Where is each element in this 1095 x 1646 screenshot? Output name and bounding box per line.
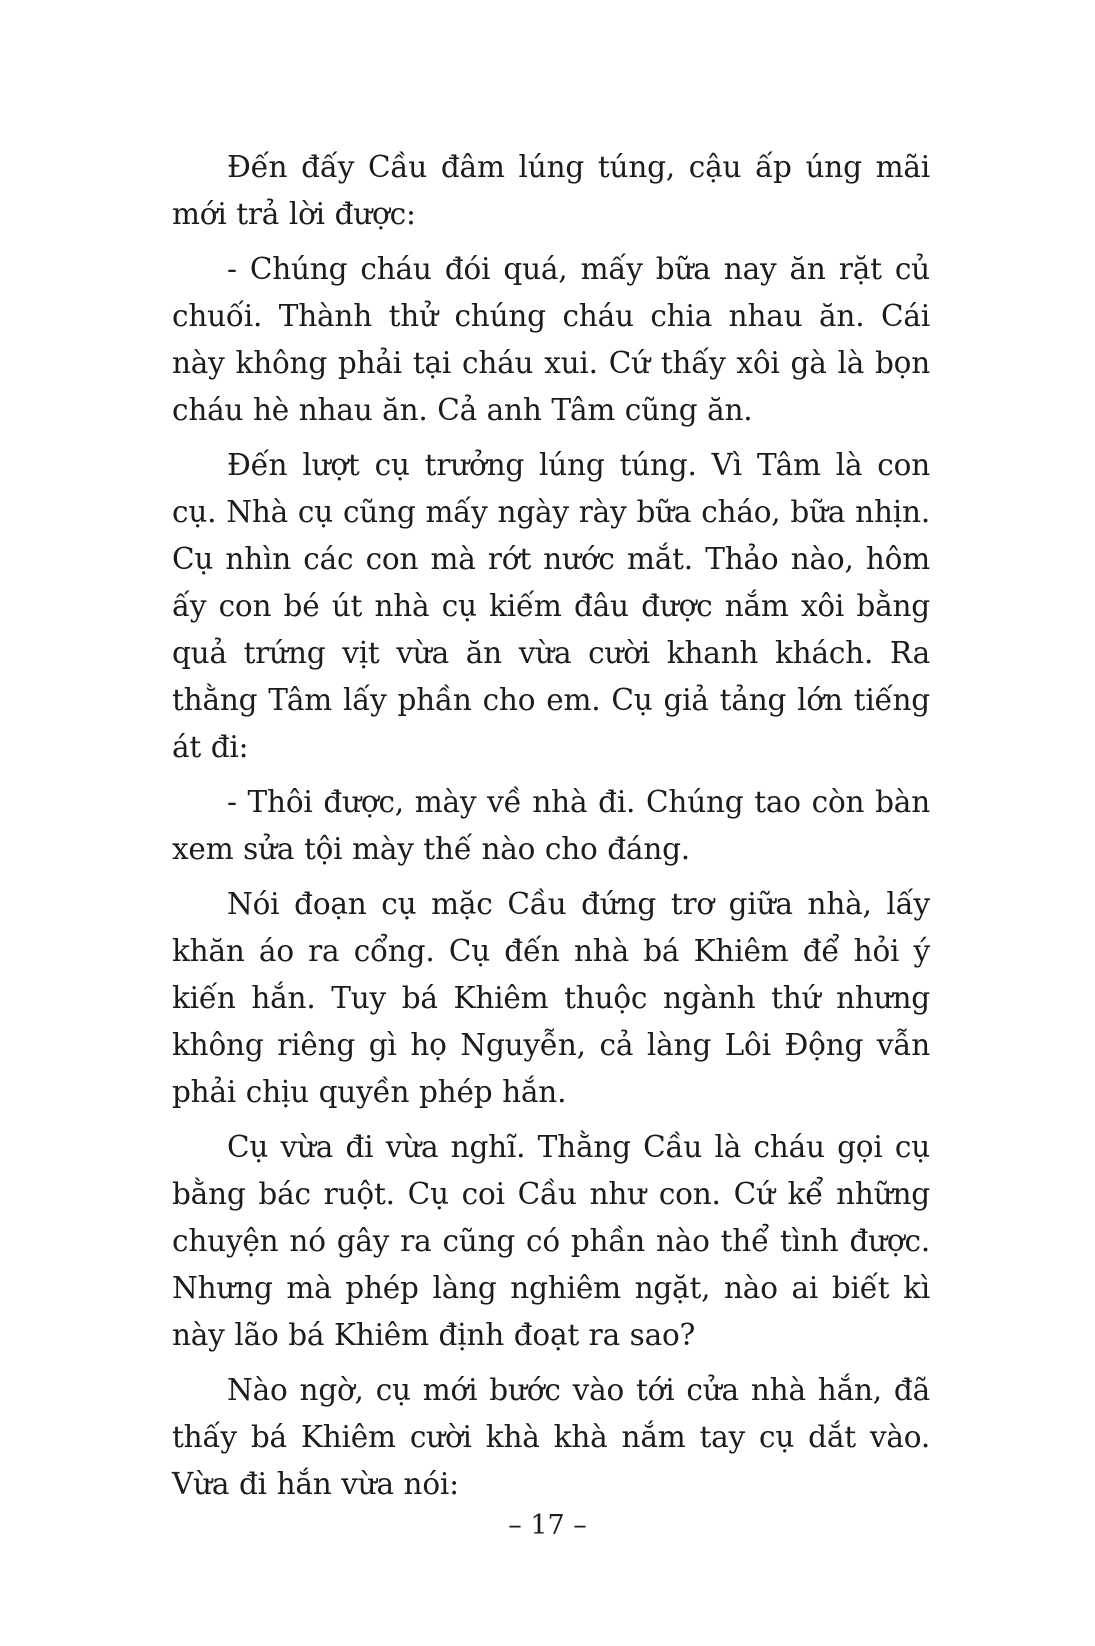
paragraph-6: Cụ vừa đi vừa nghĩ. Thằng Cầu là cháu gọi cụ bằng bác ruột. Cụ coi Cầu như con. Cứ kể những chuyện nó gây ra cũng có phần nào thể tình được. Nhưng mà phép làng nghiêm ngặt, nào ai biết kì này lão bá Khiêm định đoạt ra sao?	[172, 1130, 930, 1352]
body-text	[172, 144, 930, 1516]
paragraph-5: Nói đoạn cụ mặc Cầu đứng trơ giữa nhà, lấy khăn áo ra cổng. Cụ đến nhà bá Khiêm để hỏi ý kiến hắn. Tuy bá Khiêm thuộc ngành thứ nhưng không riêng gì họ Nguyễn, cả làng Lôi Động vẫn phải chịu quyền phép hắn.	[172, 887, 930, 1109]
paragraph-7: Nào ngờ, cụ mới bước vào tới cửa nhà hắn, đã thấy bá Khiêm cười khà khà nắm tay cụ dắt vào. Vừa đi hắn vừa nói:	[172, 1373, 930, 1501]
paragraph-4: - Thôi được, mày về nhà đi. Chúng tao còn bàn xem sửa tội mày thế nào cho đáng.	[172, 785, 930, 866]
paragraph-1: Đến đấy Cầu đâm lúng túng, cậu ấp úng mãi mới trả lời được:	[172, 150, 930, 231]
paragraph-2: - Chúng cháu đói quá, mấy bữa nay ăn rặt củ chuối. Thành thử chúng cháu chia nhau ăn. Cái này không phải tại cháu xui. Cứ thấy xôi gà là bọn cháu hè nhau ăn. Cả anh Tâm cũng ăn.	[172, 252, 930, 427]
page-number: – 17 –	[508, 1510, 587, 1541]
paragraph-3: Đến lượt cụ trưởng lúng túng. Vì Tâm là con cụ. Nhà cụ cũng mấy ngày rày bữa cháo, bữa nhịn. Cụ nhìn các con mà rớt nước mắt. Thảo nào, hôm ấy con bé út nhà cụ kiếm đâu được nắm xôi bằng quả trứng vịt vừa ăn vừa cười khanh khách. Ra thằng Tâm lấy phần cho em. Cụ giả tảng lớn tiếng át đi:	[172, 448, 930, 764]
